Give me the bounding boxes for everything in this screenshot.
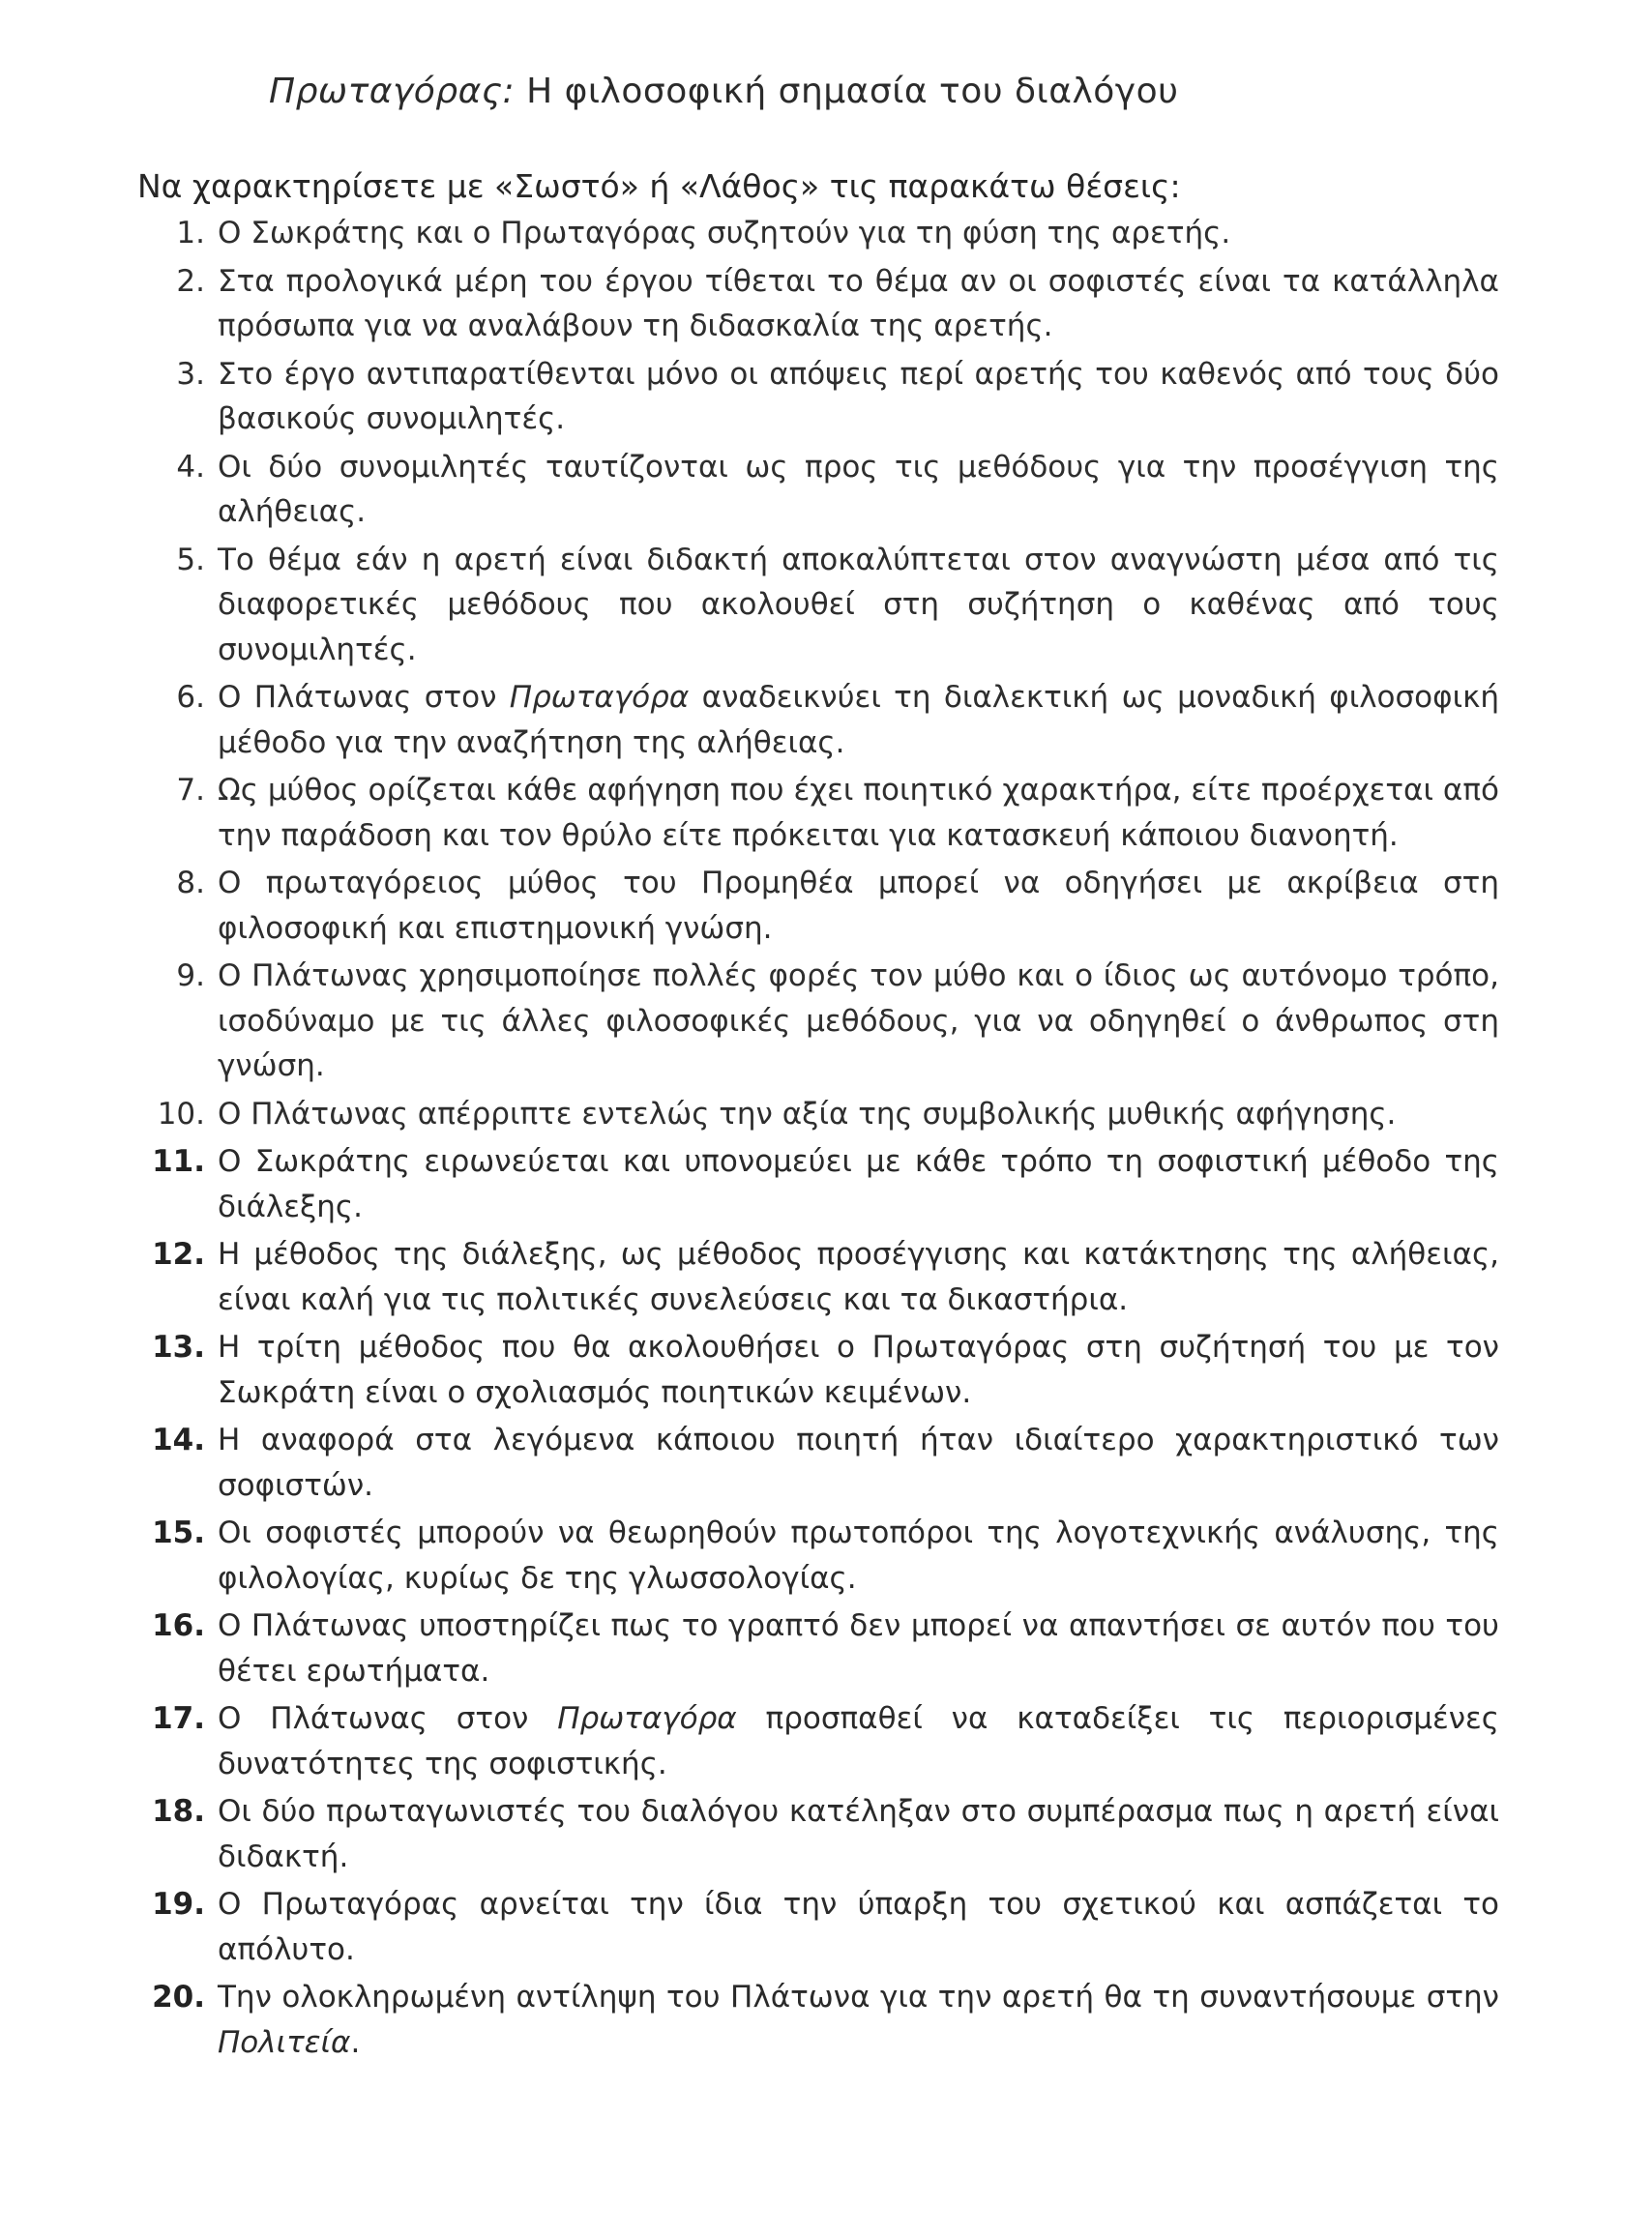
statement-number: 2. <box>176 263 205 299</box>
statement-text-continued: αναδεικνύει τη διαλεκτική ως μοναδική φιλοσοφική μέθοδο για την αναζήτηση της αλήθειας. <box>218 680 1499 760</box>
instructions: Να χαρακτηρίσετε με «Σωστό» ή «Λάθος» τις παρακάτω θέσεις: <box>137 167 1181 205</box>
statement-number: 6. <box>176 680 205 715</box>
statement-text: Ο Πλάτωνας υποστηρίζει πως το γραπτό δεν μπορεί να απαντήσει σε αυτόν που του θέτει ερωτήματα. <box>218 1608 1499 1689</box>
statement-number: 16. <box>152 1608 205 1643</box>
statement-text: Η μέθοδος της διάλεξης, ως μέθοδος προσέγγισης και κατάκτησης της αλήθειας, είναι καλή για τις πολιτικές συνελεύσεις και τα δικαστήρια. <box>218 1237 1499 1317</box>
statement-text-continued: . <box>350 2024 361 2060</box>
statement-text: Η αναφορά στα λεγόμενα κάποιου ποιητή ήταν ιδιαίτερο χαρακτηριστικό των σοφιστών. <box>218 1423 1499 1503</box>
statement-item <box>145 211 1499 256</box>
statement-text: Ο Σωκράτης ειρωνεύεται και υπονομεύει με κάθε τρόπο τη σοφιστική μέθοδο της διάλεξης. <box>218 1144 1499 1224</box>
statement-item <box>145 1325 1499 1415</box>
statement-text: Ως μύθος ορίζεται κάθε αφήγηση που έχει ποιητικό χαρακτήρα, είτε προέρχεται από την παράδοση και τον θρύλο είτε πρόκειται για κατασκευή κάποιου διανοητή. <box>218 773 1499 853</box>
statement-number: 9. <box>176 958 205 993</box>
statement-item <box>145 538 1499 673</box>
statement-number: 15. <box>152 1515 205 1550</box>
page-title <box>269 68 1178 116</box>
statement-text: Ο Πλάτωνας απέρριπτε εντελώς την αξία της συμβολικής μυθικής αφήγησης. <box>218 1096 1397 1132</box>
statement-text: Το θέμα εάν η αρετή είναι διδακτή αποκαλύπτεται στον αναγνώστη μέσα από τις διαφορετικές μεθόδους που ακολουθεί στη συζήτηση ο καθένας από τους συνομιλητές. <box>218 542 1499 667</box>
statement-text: Η τρίτη μέθοδος που θα ακολουθήσει ο Πρωταγόρας στη συζήτησή του με τον Σωκράτη είναι ο σχολιασμός ποιητικών κειμένων. <box>218 1330 1499 1410</box>
statement-number: 4. <box>176 449 205 485</box>
statement-item <box>145 1418 1499 1508</box>
statement-number: 3. <box>176 356 205 392</box>
statement-text: Ο Σωκράτης και ο Πρωταγόρας συζητούν για τη φύση της αρετής. <box>218 216 1231 250</box>
title-subject: Η φιλοσοφική σημασία του διαλόγου <box>515 72 1179 111</box>
statement-item <box>145 1975 1499 2065</box>
statement-list <box>145 211 1499 2068</box>
statement-text: Ο πρωταγόρειος μύθος του Προμηθέα μπορεί να οδηγήσει με ακρίβεια στη φιλοσοφική και επιστημονική γνώση. <box>218 866 1499 946</box>
statement-number: 17. <box>152 1701 205 1736</box>
statement-text: Ο Πλάτωνας χρησιμοποίησε πολλές φορές τον μύθο και ο ίδιος ως αυτόνομο τρόπο, ισοδύναμο με τις άλλες φιλοσοφικές μεθόδους, για να οδηγηθεί ο άνθρωπος στη γνώση. <box>218 958 1499 1083</box>
statement-work-title: Πολιτεία <box>218 2024 351 2060</box>
statement-item <box>145 1789 1499 1879</box>
statement-number: 5. <box>176 542 205 577</box>
statement-number: 18. <box>152 1794 205 1829</box>
statement-item <box>145 1882 1499 1972</box>
statement-item <box>145 1696 1499 1786</box>
statement-item <box>145 675 1499 765</box>
statement-number: 11. <box>152 1144 205 1179</box>
statement-text: Την ολοκληρωμένη αντίληψη του Πλάτωνα για την αρετή θα τη συναντήσουμε στην <box>218 1980 1499 2015</box>
statement-item <box>145 954 1499 1089</box>
statement-text: Οι σοφιστές μπορούν να θεωρηθούν πρωτοπόροι της λογοτεχνικής ανάλυσης, της φιλολογίας, κυρίως δε της γλωσσολογίας. <box>218 1515 1499 1596</box>
statement-number: 10. <box>157 1096 205 1132</box>
statement-item <box>145 1139 1499 1229</box>
statement-item <box>145 1092 1499 1137</box>
statement-number: 19. <box>152 1887 205 1922</box>
statement-text-continued: προσπαθεί να καταδείξει τις περιορισμένες δυνατότητες της σοφιστικής. <box>218 1701 1499 1781</box>
statement-number: 1. <box>176 216 205 250</box>
statement-item <box>145 259 1499 349</box>
statement-item <box>145 861 1499 951</box>
statement-number: 7. <box>176 773 205 808</box>
statement-item <box>145 352 1499 442</box>
statement-work-title: Πρωταγόρα <box>509 680 690 715</box>
statement-item <box>145 445 1499 535</box>
statement-text: Οι δύο συνομιλητές ταυτίζονται ως προς τις μεθόδους για την προσέγγιση της αλήθειας. <box>218 449 1499 529</box>
statement-number: 20. <box>152 1980 205 2015</box>
statement-number: 13. <box>152 1330 205 1365</box>
statement-item <box>145 1232 1499 1322</box>
title-dialogue-name: Πρωταγόρας: <box>269 72 516 111</box>
statement-item <box>145 768 1499 858</box>
statement-text: Στα προλογικά μέρη του έργου τίθεται το θέμα αν οι σοφιστές είναι τα κατάλληλα πρόσωπα για να αναλάβουν τη διδασκαλία της αρετής. <box>218 263 1499 343</box>
statement-item <box>145 1511 1499 1601</box>
statement-number: 12. <box>152 1237 205 1272</box>
statement-text: Οι δύο πρωταγωνιστές του διαλόγου κατέληξαν στο συμπέρασμα πως η αρετή είναι διδακτή. <box>218 1794 1499 1874</box>
statement-text: Ο Πλάτωνας στον <box>218 680 510 715</box>
statement-text: Ο Πρωταγόρας αρνείται την ίδια την ύπαρξη του σχετικού και ασπάζεται το απόλυτο. <box>218 1887 1499 1967</box>
statement-number: 8. <box>176 866 205 900</box>
statement-text: Ο Πλάτωνας στον <box>218 1701 558 1736</box>
statement-item <box>145 1603 1499 1693</box>
statement-text: Στο έργο αντιπαρατίθενται μόνο οι απόψεις περί αρετής του καθενός από τους δύο βασικούς συνομιλητές. <box>218 356 1499 436</box>
statement-number: 14. <box>152 1423 205 1457</box>
statement-work-title: Πρωταγόρα <box>557 1701 737 1736</box>
